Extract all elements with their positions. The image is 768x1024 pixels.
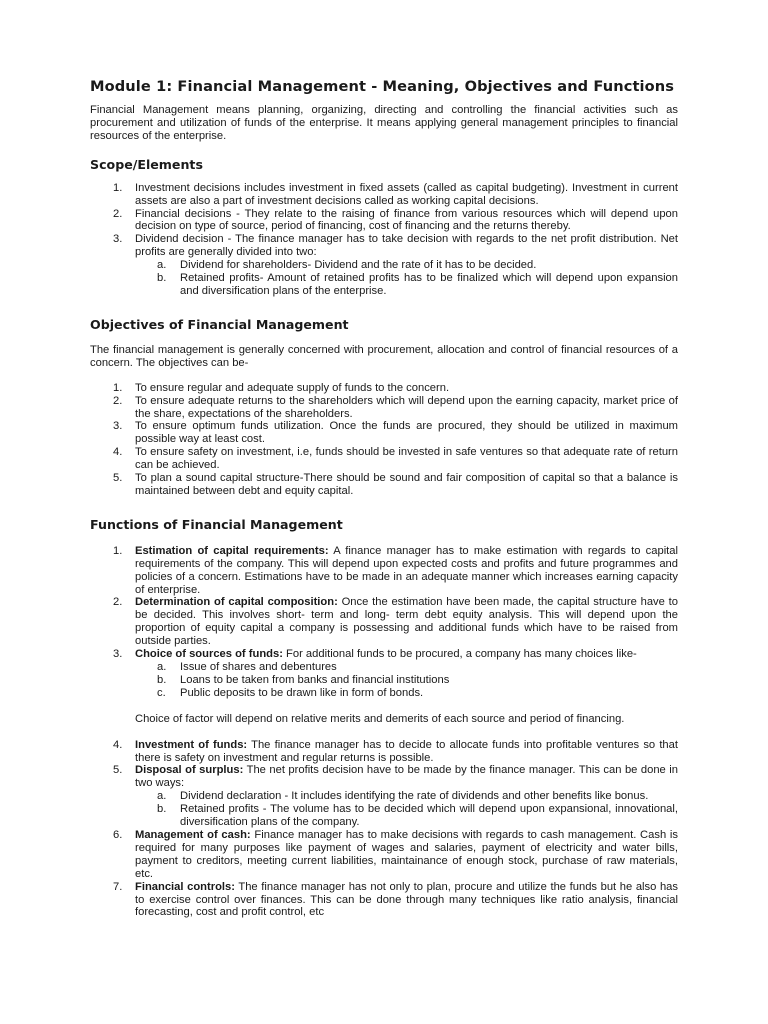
scope-item: [90, 182, 678, 208]
list-number: 6.: [113, 828, 123, 841]
scope-heading: Scope/Elements: [90, 156, 203, 172]
objective-item: [90, 472, 678, 498]
subitem-text: Issue of shares and debentures: [180, 661, 337, 673]
list-number: 4.: [113, 738, 123, 751]
function-item: [90, 739, 678, 765]
list-number: 2.: [113, 394, 123, 407]
subitem-text: Dividend declaration - It includes identifying the rate of dividends and other benefits like bonus.: [180, 790, 649, 803]
subitem-text: Retained profits- Amount of retained profits has to be finalized which will depend upon expansion and diversification plans of the enterprise.: [180, 272, 678, 297]
list-item-text: To ensure safety on investment, i.e, funds should be invested in safe ventures so that adequate rate of return can be achieved.: [135, 446, 678, 472]
objective-item: [90, 420, 678, 446]
list-number: 5.: [113, 472, 123, 485]
list-item-text: The net profits decision have to be made by the finance manager. This can be done in two ways:: [135, 764, 678, 790]
function-subitem: [90, 803, 678, 829]
list-number: 2.: [113, 596, 123, 609]
scope-subitem: [90, 259, 678, 272]
function-label: Disposal of surplus:: [135, 764, 244, 777]
function-item: [90, 596, 678, 648]
list-number: 2.: [113, 207, 123, 220]
functions-list: [90, 545, 678, 919]
function-label: Management of cash:: [135, 828, 251, 841]
function-item: [90, 829, 678, 881]
function-label: Financial controls:: [135, 880, 235, 893]
subitem-text: Loans to be taken from banks and financial institutions: [180, 673, 450, 686]
scope-item: [90, 208, 678, 234]
list-letter: b.: [157, 803, 167, 816]
function-label: Determination of capital composition:: [135, 596, 338, 609]
objective-item: [90, 395, 678, 421]
function-subitem: [90, 687, 678, 700]
objectives-heading: Objectives of Financial Management: [90, 316, 349, 332]
list-item-text: To ensure adequate returns to the shareholders which will depend upon the earning capacity, market price of the share, expectations of the shareholders.: [135, 394, 678, 420]
function-item: [90, 648, 678, 661]
intro-paragraph: Financial Management means planning, organizing, directing and controlling the financial activities such as procurement and utilization of funds of the enterprise. It means applying general management principles to financial resources of the enterprise.: [90, 104, 678, 142]
scope-list: [90, 182, 678, 298]
function-subitem: [90, 674, 678, 687]
list-number: 7.: [113, 880, 123, 893]
list-letter: b.: [157, 272, 167, 285]
list-letter: a.: [157, 661, 167, 673]
list-item-text: Dividend decision - The finance manager has to take decision with regards to the net profit distribution. Net profits are generally divided into two:: [135, 233, 678, 259]
list-item-text: Investment decisions includes investment in fixed assets (called as capital budgeting). Investment in current assets are also a part of investment decisions called as working capital decisions.: [135, 181, 678, 207]
scope-subitem: [90, 272, 678, 298]
function-subitem: [90, 790, 678, 803]
function-note: Choice of factor will depend on relative merits and demerits of each source and period of financing.: [135, 712, 625, 725]
list-number: 5.: [113, 764, 123, 777]
function-label: Choice of sources of funds:: [135, 648, 283, 661]
function-label: Investment of funds:: [135, 738, 248, 751]
list-item-text: To ensure optimum funds utilization. Once the funds are procured, they should be utilized in maximum possible way at least cost.: [135, 420, 678, 446]
subitem-text: Retained profits - The volume has to be decided which will depend upon expansional, innovational, diversification plans of the company.: [180, 803, 678, 829]
list-item-text: To plan a sound capital structure-There should be sound and fair composition of capital so that a balance is maintained between debt and equity capital.: [135, 472, 678, 497]
list-number: 4.: [113, 446, 123, 459]
list-number: 3.: [113, 233, 123, 246]
list-letter: c.: [157, 686, 166, 699]
objective-item: [90, 382, 678, 395]
list-number: 3.: [113, 648, 123, 661]
list-letter: b.: [157, 673, 167, 686]
objective-item: [90, 446, 678, 472]
list-item-text: The finance manager has to decide to allocate funds into profitable ventures so that there is safety on investment and regular returns is possible.: [135, 738, 678, 764]
list-item-text: Financial decisions - They relate to the raising of finance from various resources which will depend upon decision on type of source, period of financing, cost of financing and the returns thereby.: [135, 207, 678, 233]
function-subitem: [90, 661, 678, 674]
list-item-text: For additional funds to be procured, a company has many choices like-: [282, 648, 637, 661]
objectives-intro: The financial management is generally concerned with procurement, allocation and control of financial resources of a concern. The objectives can be-: [90, 343, 678, 369]
document-title: Module 1: Financial Management - Meaning, Objectives and Functions: [90, 78, 675, 95]
list-number: 1.: [113, 544, 123, 557]
list-item-text: To ensure regular and adequate supply of funds to the concern.: [135, 381, 450, 394]
function-label: Estimation of capital requirements:: [135, 544, 329, 557]
function-item: [90, 764, 678, 790]
list-item-text: Once the estimation have been made, the capital structure have to be decided. This involves short- term and long- term debt equity analysis. This will depend upon the proportion of equity capital a company is possessing and additional funds which have to be raised from outside parties.: [135, 596, 678, 648]
list-letter: a.: [157, 259, 167, 272]
subitem-text: Public deposits to be drawn like in form of bonds.: [180, 686, 424, 699]
list-item-text: Finance manager has to make decisions with regards to cash management. Cash is required for many purposes like payment of wages and salaries, payment of electricity and water bills, payment to creditors, meeting current liabilities, maintainance of enough stock, purchase of raw materials, etc.: [135, 828, 678, 880]
scope-item: [90, 233, 678, 259]
list-letter: a.: [157, 790, 167, 803]
function-item: [90, 545, 678, 597]
functions-heading: Functions of Financial Management: [90, 516, 343, 532]
list-number: 1.: [113, 181, 123, 194]
function-item: [90, 881, 678, 920]
list-item-text: A finance manager has to make estimation with regards to capital requirements of the company. This will depend upon expected costs and profits and future programmes and policies of a concern. Estimations have to be made in an adequate manner which increases earning capacity of enterprise.: [135, 544, 679, 596]
objectives-list: [90, 382, 678, 498]
list-item-text: The finance manager has not only to plan, procure and utilize the funds but he also has to exercise control over finances. This can be done through many techniques like ratio analysis, financial forecasting, cost and profit control, etc: [135, 880, 678, 919]
list-number: 3.: [113, 420, 123, 433]
subitem-text: Dividend for shareholders- Dividend and the rate of it has to be decided.: [180, 259, 537, 272]
list-number: 1.: [113, 381, 123, 394]
